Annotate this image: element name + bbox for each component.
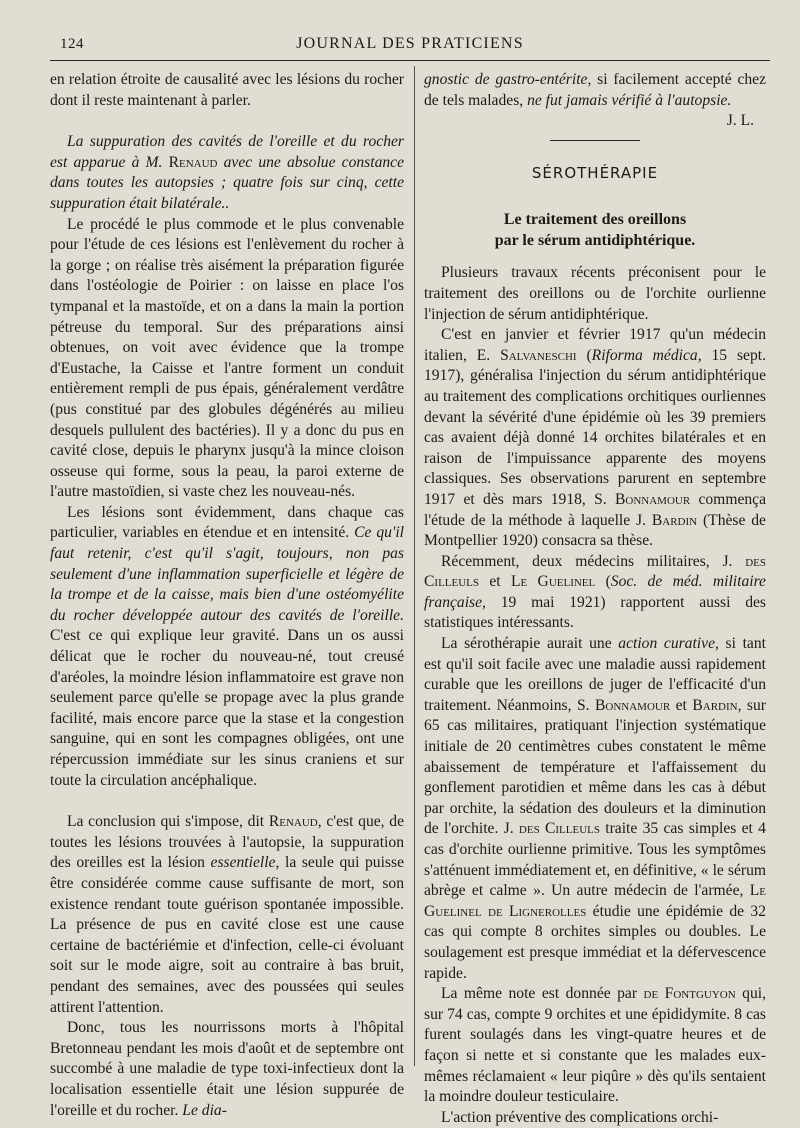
paragraph: La même note est donnée par de Fontguyon qui, sur 74 cas, compte 9 orchites et une épididymite. 8 cas furent soulagés dans les vingt-quatre heures et de façon si nette et si constante que les malades eux-mêmes réclamaient « leur piqûre » dès qu'ils sentaient la moindre douleur testiculaire. <box>424 985 766 1106</box>
paragraph: Le procédé le plus commode et le plus convenable pour l'étude de ces lésions est l'enlèvement du rocher à la gorge ; on réalise très aisément la préparation figurée dans l'ostéologie de Poirier : on laisse en place l'os tympanal et la mastoïde, et on a dans la main la portion pétreuse du temporal. Sur des préparations ainsi obtenues, on voit avec évidence que la trompe d'Eustache, la Caisse et l'antre forment un conduit entièrement rempli de pus épais, généralement verdâtre (pus constitué par des globules dégénérés au milieu desquels pullulent des bactéries). Il y a donc du pus en cavité close, depuis le pharynx jusqu'à la mince cloison osseuse qui forme, sous la peau, la paroi externe de l'autre mastoïdien, si vaste chez les nouveau-nés. <box>50 215 404 501</box>
paragraph: Les lésions sont évidemment, dans chaque cas particulier, variables en étendue et en intensité. Ce qu'il faut retenir, c'est qu'il s'agit, toujours, non pas seulement d'une inflammation superficielle et légère de la trompe et de la caisse, mais bien d'une ostéomyélite du rocher développée autour des cavités de l'oreille. C'est ce qui explique leur gravité. Dans un os aussi délicat que le rocher du nouveau-né, tout creusé d'aréoles, la moindre lésion inflammatoire est grave non seulement parce qu'elle se propage avec la plus grande facilité, mais encore parce que la stase et la congestion sanguine, qui en sont les compagnes obligées, ont une répercussion immédiate sur les sinus craniens et sur toute la circulation ancéphalique. <box>50 503 404 789</box>
paragraph: C'est en janvier et février 1917 qu'un médecin italien, E. Salvaneschi (Riforma médica, 15 sept. 1917), généralisa l'injection du sérum antidiphtérique au traitement des complications orchitiques ourliennes devant la sévérité d'une épidémie où les 39 premiers cas avaient déjà donné 14 orchites bilatérales et en raison de l'impuissance apparente des moyens classiques. Ses observations parurent en septembre 1917 et dès mars 1918, S. Bonnamour commença l'étude de la méthode à laquelle J. Bardin (Thèse de Montpellier 1920) consacra sa thèse. <box>424 326 767 550</box>
paragraph: La conclusion qui s'impose, dit Renaud, c'est que, de toutes les lésions trouvées à l'autopsie, la suppuration des oreilles est la lésion essentielle, la seule qui puisse être considérée comme cause suffisante de mort, son existence rendant toute guérison spontanée impossible. La présence de pus en cavité close est une cause certaine de bactériémie et d'infection, celle-ci évoluant soit sur le mode aigre, soit au contraire à bas bruit, pendant des semaines, avec des poussées qui seules attirent l'attention. <box>50 813 405 1016</box>
page-number: 124 <box>60 36 84 52</box>
header-rule <box>50 60 770 61</box>
paragraph: La sérothérapie aurait une action curative, si tant est qu'il soit facile avec une maladie aussi rapidement curable que les oreillons de juger de l'efficacité d'un traitement. Néanmoins, S. Bonnamour et Bardin, sur 65 cas militaires, pratiquant l'injection systématique initiale de 20 centimètres cubes constatent le même abaissement de température et l'affaissement du gonflement parotidien et même dans les cas à début par orchite, la sédation des douleurs et la diminution de l'orchite. J. des Cilleuls traite 35 cas simples et 4 cas d'orchite ourlienne primitive. Tous les symptômes s'atténuent immédiatement et, en définitive, « le sérum abrège et calme ». Un autre médecin de l'armée, Le Guelinel de Lignerolles étudie une épidémie de 32 cas qui compte 8 orchites simples ou doubles. Le soulagement est presque immédiat et la défervescence rapide. <box>424 635 766 982</box>
signature: J. L. <box>726 112 754 130</box>
column-divider <box>414 66 415 1066</box>
paragraph: L'action préventive des complications orchi- <box>441 1108 719 1126</box>
paragraph: Donc, tous les nourrissons morts à l'hôpital Bretonneau pendant les mois d'août et de septembre ont succombé à une maladie de type toxi-infectieux dont la localisation essentielle était une lésion suppurée de l'oreille et du rocher. Le dia- <box>50 1019 404 1119</box>
paragraph: La suppuration des cavités de l'oreille et du rocher est apparue à M. Renaud avec une absolue constance dans toutes les autopsies ; quatre fois sur cinq, cette suppuration était bilatérale.. <box>50 133 405 212</box>
left-column <box>50 70 404 1121</box>
article-title: Le traitement des oreillons par le sérum antidiphtérique. <box>494 211 696 250</box>
paragraph: Récemment, deux médecins militaires, J. des Cilleuls et Le Guelinel (Soc. de méd. militaire française, 19 mai 1921) rapportent aussi des statistiques intéressants. <box>424 552 766 632</box>
right-column <box>424 70 766 1128</box>
section-title: SÉROTHÉRAPIE <box>531 163 659 182</box>
separator-rule <box>550 140 640 141</box>
journal-title: JOURNAL DES PRATICIENS <box>296 35 524 52</box>
page-header <box>50 32 770 56</box>
paragraph: Plusieurs travaux récents préconisent pour le traitement des oreillons ou de l'orchite ourlienne l'injection de sérum antidiphtérique. <box>424 264 766 323</box>
paragraph: en relation étroite de causalité avec les lésions du rocher dont il reste maintenant à parler. <box>50 71 404 109</box>
paragraph: gnostic de gastro-entérite, si facilement accepté chez de tels malades, ne fut jamais vérifié à l'autopsie. <box>424 71 766 109</box>
